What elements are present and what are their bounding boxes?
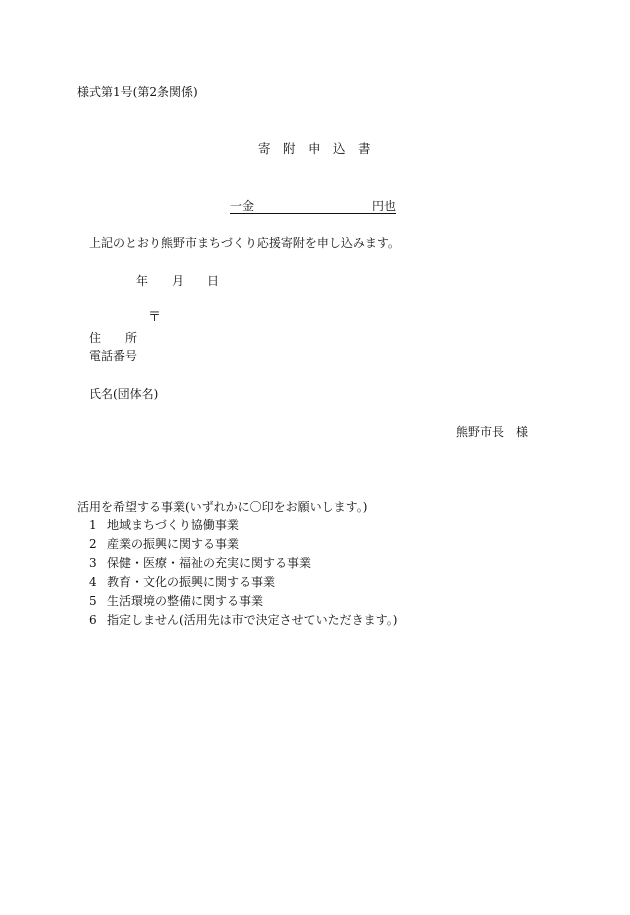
document-title: 寄附申込書	[258, 141, 384, 156]
declaration-text: 上記のとおり熊野市まちづくり応援寄附を申し込みます。	[89, 236, 400, 250]
amount-line	[230, 199, 396, 214]
usage-item-label: 地域まちづくり協働事業	[107, 518, 239, 532]
usage-item-number: 4	[89, 575, 97, 589]
date-day-label: 日	[207, 274, 220, 288]
name-label: 氏名(団体名)	[89, 387, 159, 401]
address-label-first: 住	[89, 331, 102, 345]
usage-item-label: 教育・文化の振興に関する事業	[107, 575, 276, 589]
address-label	[89, 331, 137, 345]
postal-mark: 〒	[148, 310, 162, 325]
usage-item	[89, 518, 397, 537]
usage-item-number: 2	[89, 537, 97, 551]
usage-item	[89, 537, 397, 556]
usage-item-number: 5	[89, 594, 97, 608]
usage-item-label: 指定しません(活用先は市で決定させていただきます。)	[107, 613, 398, 627]
date-month-label: 月	[172, 274, 185, 288]
date-year-label: 年	[136, 274, 149, 288]
usage-item-number: 1	[89, 518, 97, 532]
usage-heading: 活用を希望する事業(いずれかに〇印をお願いします。)	[77, 500, 368, 514]
addressee: 熊野市長 様	[456, 425, 529, 439]
usage-item	[89, 556, 397, 575]
usage-item-label: 産業の振興に関する事業	[107, 537, 240, 551]
usage-item-label: 生活環境の整備に関する事業	[107, 594, 264, 608]
usage-item	[89, 575, 397, 594]
usage-item	[89, 613, 397, 632]
form-number: 様式第1号(第2条関係)	[77, 85, 198, 99]
phone-label: 電話番号	[89, 349, 138, 363]
usage-item-label: 保健・医療・福祉の充実に関する事業	[107, 556, 312, 570]
usage-item-number: 6	[89, 613, 97, 627]
address-label-second: 所	[125, 331, 138, 345]
amount-prefix: 一金	[230, 199, 255, 213]
usage-item	[89, 594, 397, 613]
usage-list	[89, 518, 397, 632]
amount-suffix: 円也	[371, 199, 396, 213]
usage-item-number: 3	[89, 556, 97, 570]
